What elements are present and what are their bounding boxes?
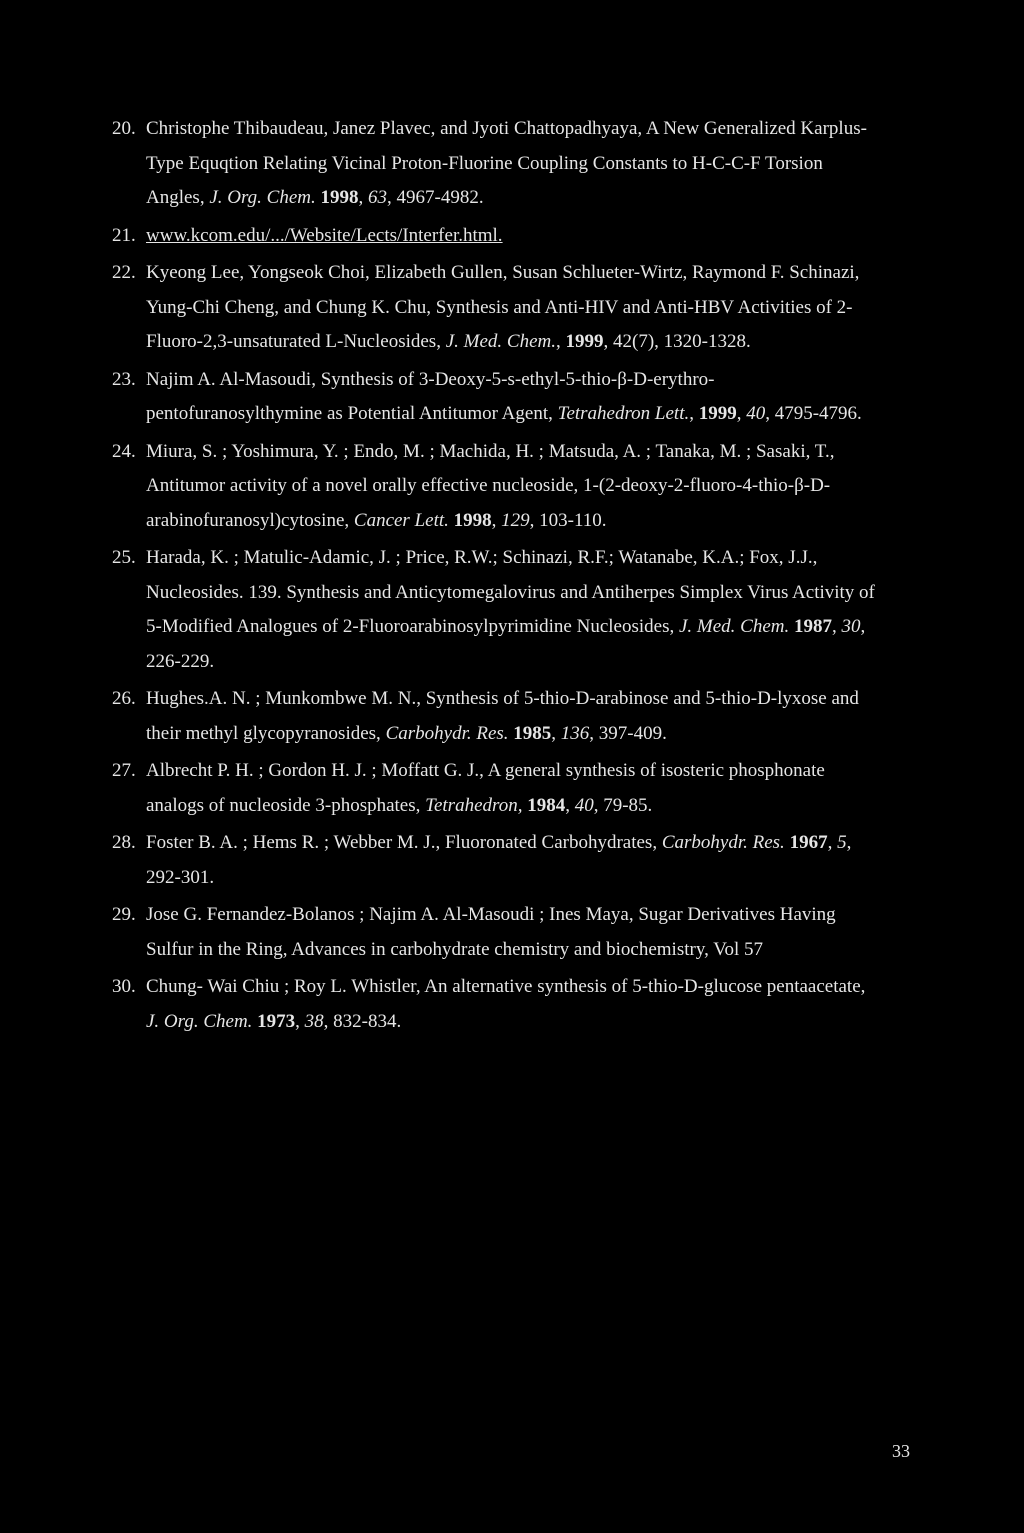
reference-segment: Hughes.A. N. ; Munkombwe M. N., Synthesis of 5-thio-D-arabinose and 5-thio-D-lyxose and their methyl glycopyranosides,: [146, 688, 859, 744]
reference-text: [146, 760, 825, 816]
reference-number: 24.: [112, 440, 136, 462]
reference-year: 1985: [513, 722, 552, 744]
reference-text: [146, 262, 859, 352]
reference-text: [146, 369, 862, 425]
reference-journal: Cancer Lett.: [353, 509, 449, 531]
reference-journal: 40: [746, 403, 766, 424]
reference-item: [112, 256, 882, 360]
reference-number: 23.: [112, 368, 136, 390]
reference-year: 1973: [257, 1010, 296, 1032]
page-number: 33: [892, 1441, 910, 1461]
reference-segment: Christophe Thibaudeau, Janez Plavec, and Jyoti Chattopadhyaya, A New Generalized Karplus-Type Equqtion Relating Vicinal Proton-Fluorine Coupling Constants to H-C-C-F Torsion Angles,: [146, 118, 867, 208]
reference-segment: Foster B. A. ; Hems R. ; Webber M. J., Fluoronated Carbohydrates,: [146, 832, 662, 853]
reference-year: 1999: [565, 331, 604, 352]
reference-text: [146, 832, 851, 888]
reference-item: [112, 970, 882, 1039]
reference-journal: 129: [501, 509, 530, 531]
reference-segment: , 397-409.: [589, 722, 667, 744]
reference-segment: ,: [689, 403, 699, 424]
reference-segment: , 4967-4982.: [387, 187, 484, 208]
reference-segment: Kyeong Lee, Yongseok Choi, Elizabeth Gullen, Susan Schlueter-Wirtz, Raymond F. Schinazi, Yung-Chi Cheng, and Chung K. Chu, Synthesis and Anti-HIV and Anti-HBV Activities of 2-Fluoro-2,3-unsaturated L-Nucleosides,: [146, 262, 860, 352]
reference-year: 1967: [789, 832, 828, 853]
reference-segment: Miura, S. ; Yoshimura, Y. ; Endo, M. ; Machida, H. ; Matsuda, A. ; Tanaka, M. ; Sasaki, T., Antitumor activity of a novel orally effective nucleoside, 1-(2-deoxy-2-fluoro-4-thio-β-D-arabinofuranosyl)cytosine,: [146, 440, 835, 531]
reference-text: [146, 904, 836, 960]
reference-segment: ,: [295, 1010, 305, 1032]
reference-year: 1998: [453, 509, 492, 531]
reference-year: 1987: [794, 616, 832, 637]
reference-segment: ,: [491, 509, 502, 531]
reference-item: [112, 435, 882, 539]
reference-journal: Carbohydr. Res.: [385, 722, 509, 744]
reference-item: [112, 541, 882, 679]
reference-segment: ,: [551, 722, 561, 744]
reference-year: 1998: [320, 187, 359, 208]
reference-item: [112, 363, 882, 432]
reference-segment: Albrecht P. H. ; Gordon H. J. ; Moffatt G. J., A general synthesis of isosteric phosphonate analogs of nucleoside 3-phosphates,: [146, 760, 825, 816]
reference-journal: 136: [560, 722, 590, 744]
reference-text: [146, 547, 875, 672]
reference-item: [112, 219, 882, 254]
reference-segment: , 292-301.: [146, 832, 852, 888]
reference-number: 30.: [112, 976, 136, 997]
reference-segment: , 103-110.: [529, 509, 607, 531]
reference-journal: Tetrahedron,: [425, 794, 523, 816]
reference-item: [112, 682, 882, 751]
reference-number: 25.: [112, 547, 136, 568]
reference-segment: , 226-229.: [146, 616, 866, 672]
reference-item: [112, 112, 882, 216]
reference-year: 1999: [698, 403, 737, 424]
reference-segment: , 79-85.: [593, 794, 653, 816]
reference-journal: 30: [841, 616, 861, 637]
reference-segment: ,: [358, 187, 368, 208]
reference-segment: Jose G. Fernandez-Bolanos ; Najim A. Al-Masoudi ; Ines Maya, Sugar Derivatives Having Sulfur in the Ring, Advances in carbohydrate chemistry and biochemistry, Vol 57: [146, 904, 836, 960]
reference-segment: Harada, K. ; Matulic-Adamic, J. ; Price, R.W.; Schinazi, R.F.; Watanabe, K.A.; Fox, J.J., Nucleosides. 139. Synthesis and Anticytomegalovirus and Antiherpes Simplex Virus Activity of 5-Modified Analogues of 2-Fluoroarabinosylpyrimidine Nucleosides,: [146, 547, 875, 637]
reference-text: [146, 976, 865, 1032]
reference-number: 27.: [112, 760, 136, 781]
reference-segment: ,: [565, 794, 575, 816]
reference-text: [146, 118, 867, 208]
reference-journal: 5: [837, 832, 847, 853]
reference-number: 29.: [112, 904, 136, 925]
reference-number: 20.: [112, 118, 136, 139]
reference-journal: J. Org. Chem.: [146, 1010, 253, 1032]
reference-text: [146, 225, 503, 246]
reference-journal: J. Org. Chem.: [209, 187, 316, 208]
reference-item: [112, 754, 882, 823]
reference-journal: 40: [574, 794, 594, 816]
reference-journal: 63: [368, 187, 387, 208]
reference-segment: ,: [556, 331, 566, 352]
reference-item: [112, 826, 882, 895]
reference-journal: Carbohydr. Res.: [661, 832, 785, 853]
reference-list: [112, 112, 882, 1042]
reference-segment: , 4795-4796.: [765, 403, 862, 424]
reference-year: 1984: [527, 794, 566, 816]
reference-link[interactable]: www.kcom.edu/.../Website/Lects/Interfer.html.: [146, 224, 503, 246]
reference-segment: Chung- Wai Chiu ; Roy L. Whistler, An alternative synthesis of 5-thio-D-glucose pentaacetate,: [146, 976, 866, 997]
reference-segment: , 832-834.: [323, 1010, 402, 1032]
reference-text: [146, 688, 859, 744]
reference-journal: J. Med. Chem.: [445, 331, 556, 352]
reference-number: 21.: [112, 224, 136, 246]
reference-journal: Tetrahedron Lett.: [557, 403, 690, 424]
reference-journal: 38: [304, 1010, 324, 1032]
reference-text: [146, 441, 834, 531]
reference-number: 26.: [112, 688, 136, 709]
reference-number: 28.: [112, 832, 136, 853]
reference-journal: J. Med. Chem.: [678, 616, 790, 637]
reference-segment: Najim A. Al-Masoudi, Synthesis of 3-Deoxy-5-s-ethyl-5-thio-β-D-erythro-pentofuranosylthymine as Potential Antitumor Agent,: [146, 368, 715, 424]
reference-segment: ,: [736, 403, 747, 424]
reference-number: 22.: [112, 262, 136, 283]
reference-item: [112, 898, 882, 967]
reference-segment: ,: [832, 616, 842, 637]
reference-segment: , 42(7), 1320-1328.: [603, 331, 751, 352]
reference-segment: ,: [827, 832, 838, 853]
